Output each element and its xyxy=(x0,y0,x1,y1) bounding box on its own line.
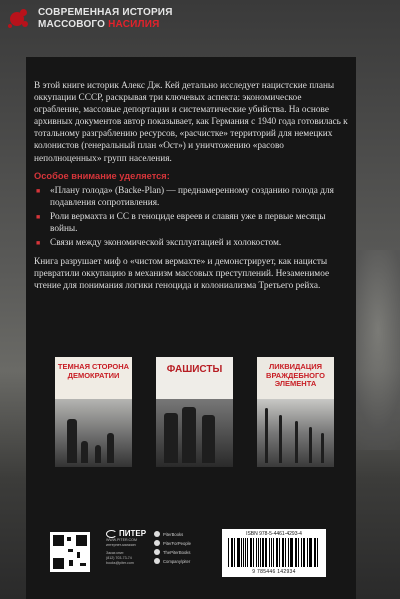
isbn-text: ISBN 978-5-4461-4293-4 xyxy=(246,531,302,537)
isbn-barcode xyxy=(222,529,326,577)
social-label: Company/piter xyxy=(163,558,191,564)
publisher-site: WWW.PITER.COM xyxy=(106,538,137,542)
publisher-block xyxy=(106,529,146,566)
series-title-line2: МАССОВОГО xyxy=(38,19,109,30)
vk-icon xyxy=(154,531,160,537)
bullet-item: ■ «Плану голода» (Backe-Plan) — преднамеренному созданию голода для подавления сопротивления. xyxy=(34,185,350,209)
order-phone: (812) 703-73-74 xyxy=(106,556,132,560)
publisher-name: ПИТЕР xyxy=(119,529,147,538)
book-photo xyxy=(257,399,334,467)
social-label: PiterBooks xyxy=(163,531,184,537)
series-books xyxy=(55,357,335,467)
book-photo xyxy=(55,399,132,467)
barcode-number: 9 785446 142934 xyxy=(252,569,296,575)
book-title: ЛИКВИДАЦИЯ ВРАЖДЕБНОГО ЭЛЕМЕНТА xyxy=(266,362,325,388)
series-title-line1: СОВРЕМЕННАЯ ИСТОРИЯ xyxy=(38,7,173,18)
ok-icon xyxy=(154,558,160,564)
blood-splatter-icon xyxy=(8,8,30,30)
youtube-icon xyxy=(154,549,160,555)
book-cover xyxy=(156,357,233,467)
qr-code xyxy=(50,532,90,572)
series-title-accent: НАСИЛИЯ xyxy=(108,19,160,30)
annotation-text xyxy=(34,80,350,293)
bullet-list xyxy=(34,185,350,249)
bullet-item: ■ Связи между экономической эксплуатацией и холокостом. xyxy=(34,237,350,249)
book-cover xyxy=(55,357,132,467)
intro-paragraph: В этой книге историк Алекс Дж. Кей детально исследует нацистские планы оккупации СССР, раскрывая три ключевых аспекта: экономическое ограбление, массовые депортации и систематические убийства. На основе архивных документов автор показывает, как Германия с 1940 года готовилась к тотальному разграблению ресурсов, «расчистке» территорий для немецких колонистов (генеральный план «Ост») и уничтожению «расово неполноценных» групп населения. xyxy=(34,81,348,164)
publisher-logo xyxy=(106,529,146,538)
closing-paragraph: Книга разрушает миф о «чистом вермахте» и демонстрирует, как нацисты превратили оккупацию в механизм массовых преступлений. Незаменимое чтение для понимания логики геноцида и колониализма Третьего рейха. xyxy=(34,257,330,292)
social-links xyxy=(154,531,191,567)
book-photo xyxy=(156,399,233,467)
piter-logo-icon xyxy=(106,530,117,538)
book-cover xyxy=(257,357,334,467)
footer xyxy=(26,515,356,599)
order-email: books@piter.com xyxy=(106,561,134,565)
order-label: Заказ книг: xyxy=(106,551,125,555)
series-header xyxy=(0,0,400,38)
social-label: PiterForPeople xyxy=(163,540,191,546)
book-title: ТЕМНАЯ СТОРОНА ДЕМОКРАТИИ xyxy=(57,362,130,380)
bullet-item: ■ Роли вермахта и СС в геноциде евреев и славян уже в первые месяцы войны. xyxy=(34,211,350,235)
publisher-shop: интернет-магазин xyxy=(106,543,136,547)
social-label: ThePiterBooks xyxy=(163,549,191,555)
highlight-heading: Особое внимание уделяется: xyxy=(34,170,170,181)
telegram-icon xyxy=(154,540,160,546)
barcode xyxy=(228,538,320,567)
book-title: ФАШИСТЫ xyxy=(166,364,223,375)
series-title xyxy=(38,7,173,31)
